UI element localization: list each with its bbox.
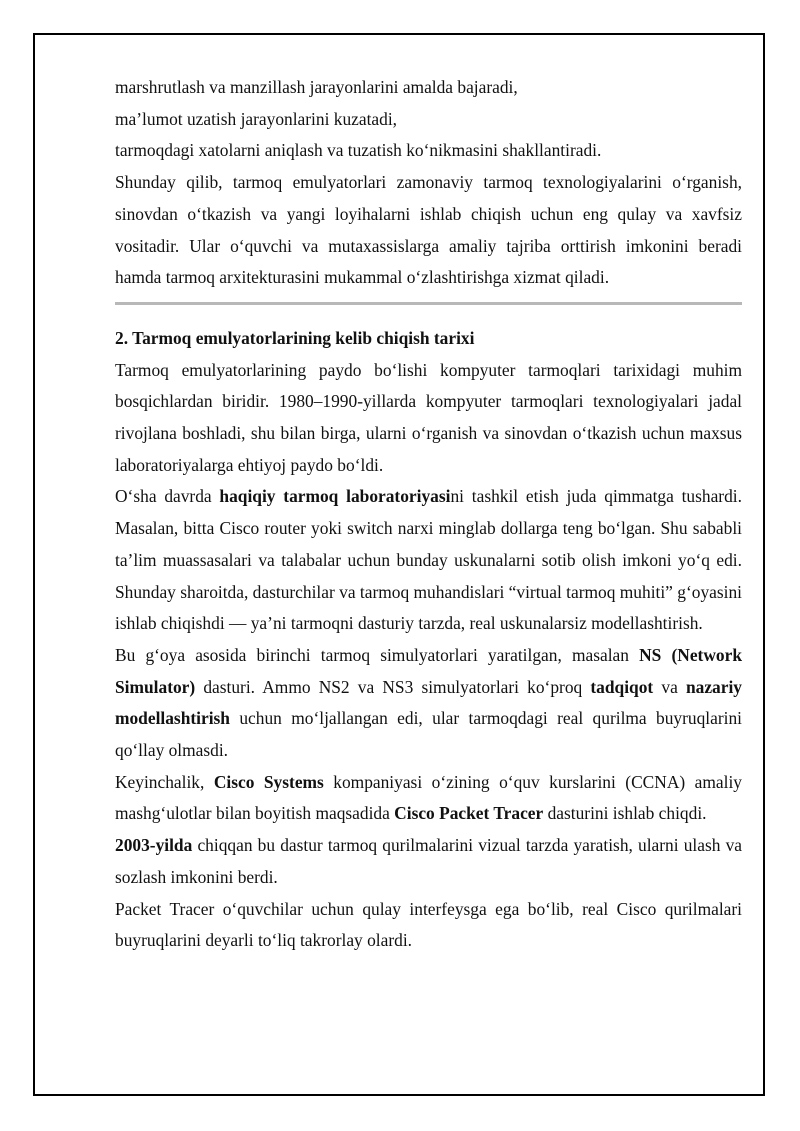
section-heading: 2. Tarmoq emulyatorlarining kelib chiqish tarixi [115,327,475,348]
history-paragraph-2 [115,481,742,640]
p4-text-c: kompaniyasi o‘zining o‘quv kurslarini (CCNA) amaliy mashg‘ulotlar bilan boyitish maqsadida [115,771,742,824]
p4-text-e: dasturini ishlab chiqdi. [543,803,707,824]
p4-bold-cisco: Cisco Systems [213,771,324,792]
history-paragraph-6: Packet Tracer o‘quvchilar uchun qulay interfeysga ega bo‘lib, real Cisco qurilmalari buyruqlarini deyarli to‘liq takrorlay olardi. [115,898,742,951]
p3-bold-research: tadqiqot [590,676,654,697]
intro-line-2: ma’lumot uzatish jarayonlarini kuzatadi, [115,108,398,129]
p2-bold-lab: haqiqiy tarmoq laboratoriyasi [219,486,451,507]
history-paragraph-4 [115,767,742,830]
p3-text-a: Bu g‘oya asosida birinchi tarmoq simulyatorlari yaratilgan, masalan [115,644,640,665]
history-paragraph-1: Tarmoq emulyatorlarining paydo bo‘lishi kompyuter tarmoqlari tarixidagi muhim bosqichlardan biridir. 1980–1990-yillarda kompyuter tarmoqlari texnologiyalari jadal rivojlana boshladi, shu bilan birga, ularni o‘rganish va sinovdan o‘tkazish uchun maxsus laboratoriyalarga ehtiyoj paydo bo‘ldi. [115,359,742,475]
p2-text-a: O‘sha davrda [115,486,220,507]
intro-line-3: tarmoqdagi xatolarni aniqlash va tuzatish ko‘nikmasini shakllantiradi. [115,140,602,161]
p3-text-c: dasturi. Ammo NS2 va NS3 simulyatorlari ko‘proq [195,676,591,697]
p3-bold-ns: NS (Network Simulator) [115,644,742,697]
p4-bold-packet-tracer: Cisco Packet Tracer [394,803,544,824]
p5-text-b: chiqqan bu dastur tarmoq qurilmalarini vizual tarzda yaratish, ularni ulash va sozlash imkonini berdi. [115,835,742,887]
section-divider [115,302,742,305]
p2-text-c: ni tashkil etish juda qimmatga tushardi. Masalan, bitta Cisco router yoki switch narxi minglab dollarga teng bo‘lgan. Shu sababli ta’lim muassasalari va talabalar uchun bunday uskunalarni sotib olish imkoni yo‘q edi. Shunday sharoitda, dasturchilar va tarmoq muhandislari “virtual tarmoq muhiti” g‘oyasini ishlab chiqishdi — ya’ni tarmoqni dasturiy tarzda, real uskunalarsiz modellashtirish. [115,486,742,634]
p3-text-g: uchun mo‘ljallangan edi, ular tarmoqdagi real qurilma buyruqlarini qo‘llay olmasdi. [115,708,742,761]
intro-line-1: marshrutlash va manzillash jarayonlarini amalda bajaradi, [115,77,518,97]
history-paragraph-5 [115,830,742,893]
p3-bold-modelling: nazariy modellashtirish [115,676,742,729]
p5-bold-year: 2003-yilda [115,835,193,856]
p3-text-e: va [653,676,686,697]
document-body [115,72,742,957]
history-paragraph-3 [115,640,742,767]
p4-text-a: Keyinchalik, [115,771,214,792]
summary-paragraph: Shunday qilib, tarmoq emulyatorlari zamonaviy tarmoq texnologiyalarini o‘rganish, sinovdan o‘tkazish va yangi loyihalarni ishlab chiqish uchun eng qulay va xavfsiz vositadir. Ular o‘quvchi va mutaxassislarga amaliy tajriba orttirish imkonini beradi hamda tarmoq arxitekturasini mukammal o‘zlashtirishga xizmat qiladi. [115,172,742,288]
